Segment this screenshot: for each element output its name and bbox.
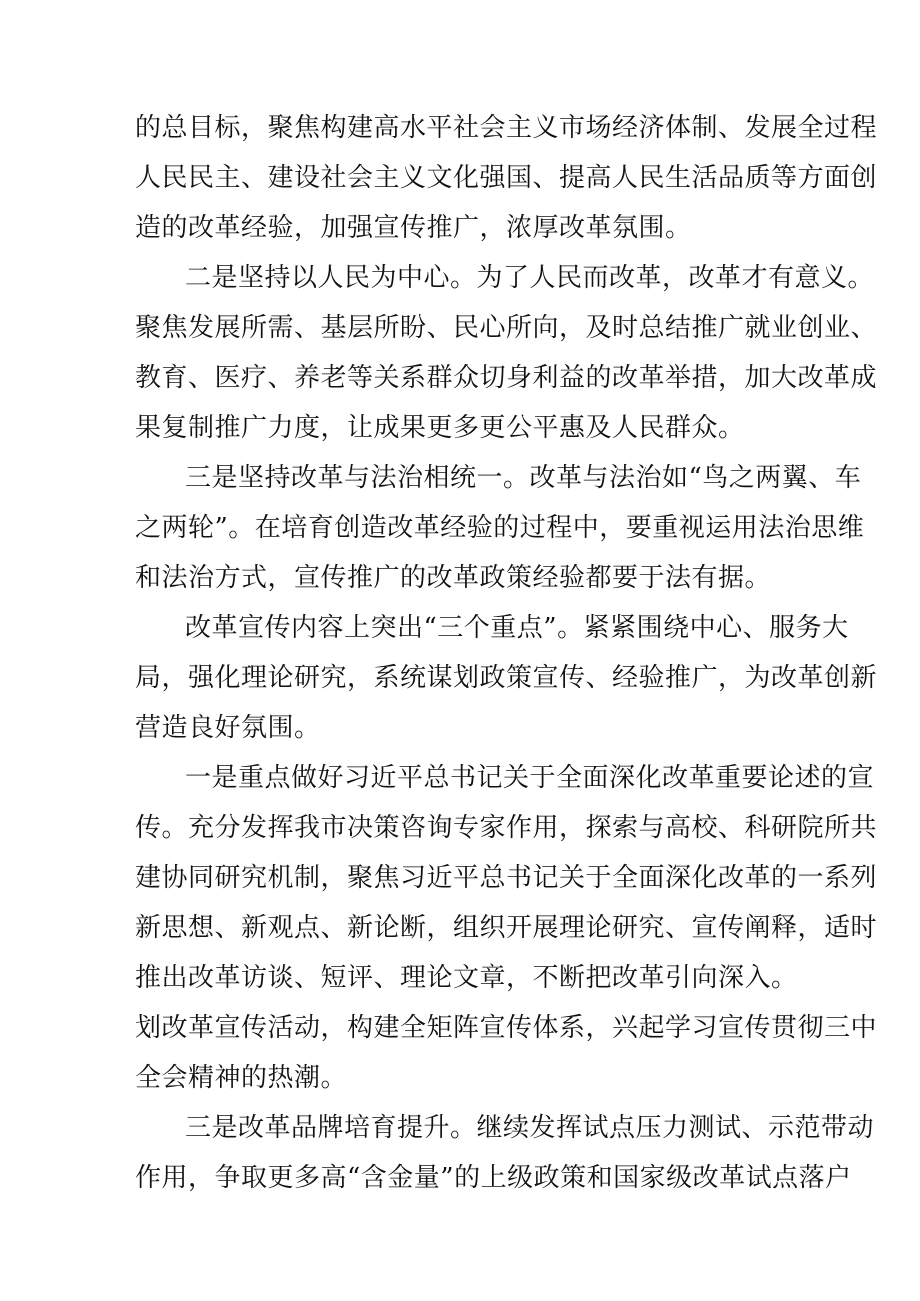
text-line: 局，强化理论研究，系统谋划政策宣传、经验推广，为改革创新	[135, 663, 878, 693]
text-line: 果复制推广力度，让成果更多更公平惠及人民群众。	[135, 413, 745, 443]
text-line: 划改革宣传活动，构建全矩阵宣传体系，兴起学习宣传贯彻三中	[135, 1013, 878, 1043]
paragraph-first-line: 一是重点做好习近平总书记关于全面深化改革重要论述的宣	[185, 763, 875, 793]
text-line: 之两轮”。在培育创造改革经验的过程中，要重视运用法治思维	[135, 513, 865, 543]
text-line: 人民民主、建设社会主义文化强国、提高人民生活品质等方面创	[135, 163, 878, 193]
paragraph-first-line: 三是坚持改革与法治相统一。改革与法治如“鸟之两翼、车	[185, 463, 862, 493]
text-line: 营造良好氛围。	[135, 713, 321, 743]
text-line: 传。充分发挥我市决策咨询专家作用，探索与高校、科研院所共	[135, 813, 878, 843]
text-line: 聚焦发展所需、基层所盼、民心所向，及时总结推广就业创业、	[135, 313, 878, 343]
text-line: 新思想、新观点、新论断，组织开展理论研究、宣传阐释，适时	[135, 913, 878, 943]
paragraph-first-line: 改革宣传内容上突出“三个重点”。紧紧围绕中心、服务大	[185, 613, 849, 643]
text-line: 建协同研究机制，聚焦习近平总书记关于全面深化改革的一系列	[135, 863, 878, 893]
text-line: 推出改革访谈、短评、理论文章，不断把改革引向深入。	[135, 963, 798, 993]
paragraph-first-line: 三是改革品牌培育提升。继续发挥试点压力测试、示范带动	[185, 1113, 875, 1143]
text-line: 和法治方式，宣传推广的改革政策经验都要于法有据。	[135, 563, 772, 593]
text-line: 的总目标，聚焦构建高水平社会主义市场经济体制、发展全过程	[135, 113, 878, 143]
text-line: 作用，争取更多高“含金量”的上级政策和国家级改革试点落户	[135, 1163, 852, 1193]
text-line: 造的改革经验，加强宣传推广，浓厚改革氛围。	[135, 213, 692, 243]
text-line: 全会精神的热潮。	[135, 1063, 348, 1093]
text-line: 教育、医疗、养老等关系群众切身利益的改革举措，加大改革成	[135, 363, 878, 393]
paragraph-first-line: 二是坚持以人民为中心。为了人民而改革，改革才有意义。	[185, 263, 875, 293]
